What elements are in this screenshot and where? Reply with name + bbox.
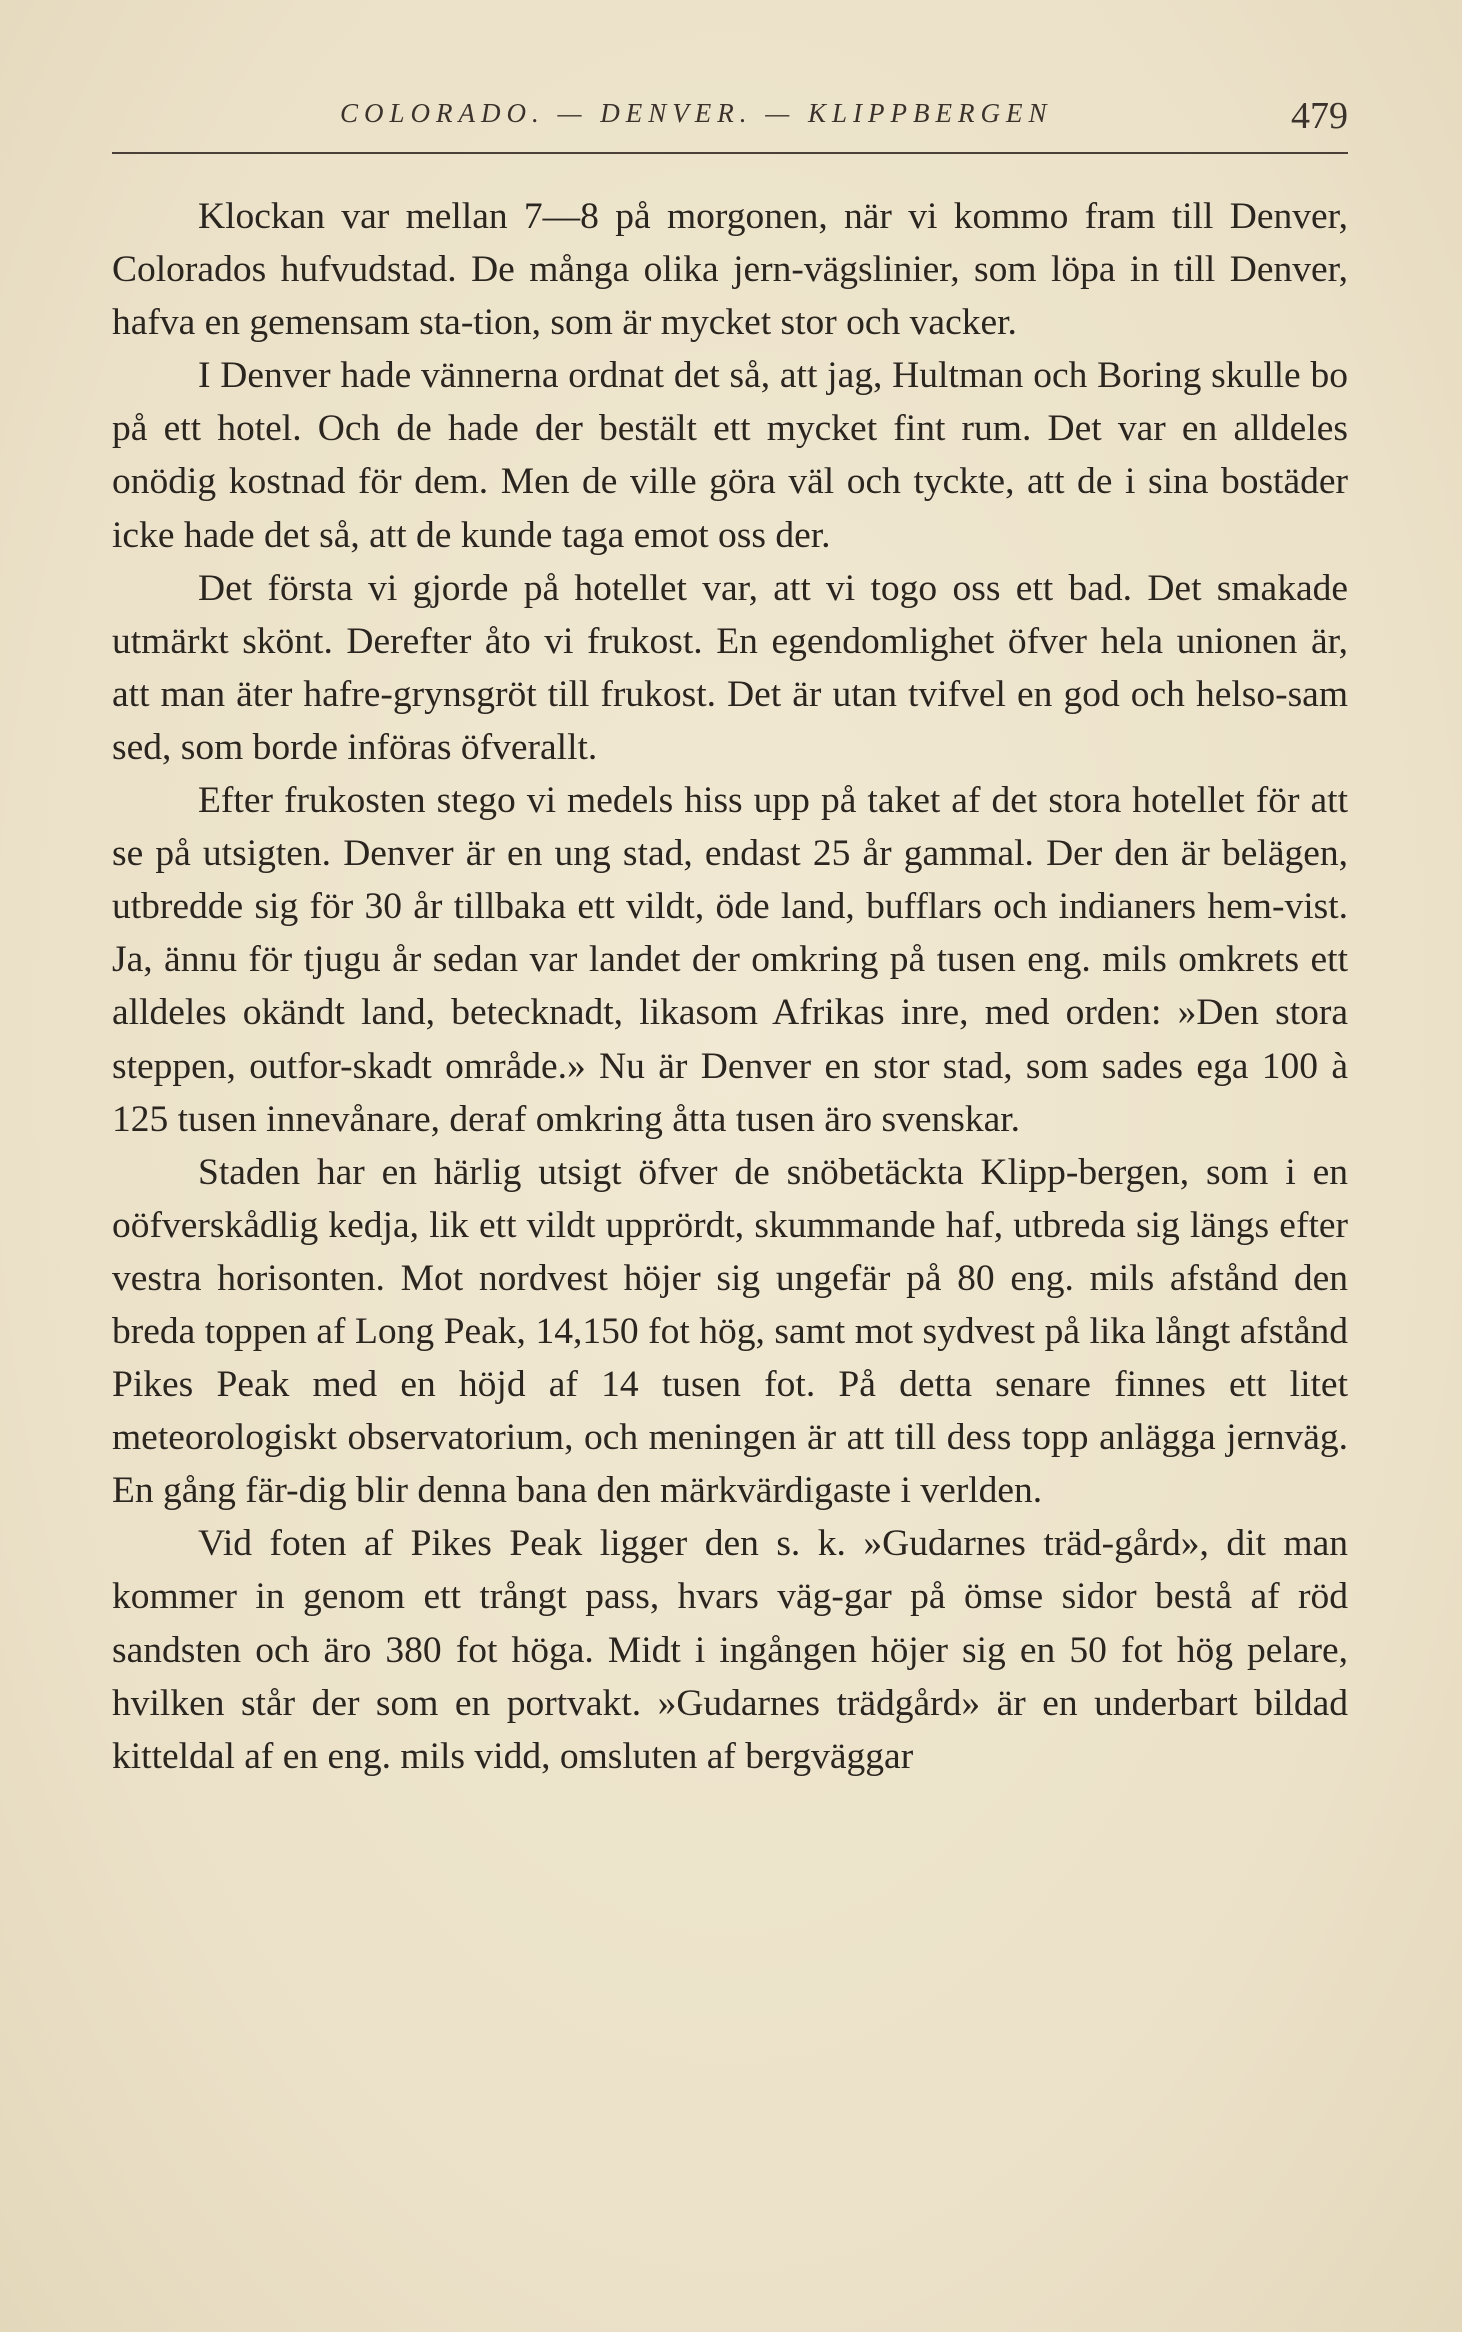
header-rule bbox=[112, 152, 1348, 154]
paragraph: Efter frukosten stego vi medels hiss upp på taket af det stora hotellet för att se på utsigten. Denver är en ung stad, endast 25 år gammal. Der den är belägen, utbredde sig för 30 år tillbaka ett vildt, öde land, bufflars och indianers hem-vist. Ja, ännu för tjugu år sedan var landet der omkring på tusen eng. mils omkrets ett alldeles okändt land, betecknadt, likasom Afrikas inre, med orden: »Den stora steppen, outfor-skadt område.» Nu är Denver en stor stad, som sades ega 100 à 125 tusen innevånare, deraf omkring åtta tusen äro svenskar. bbox=[112, 780, 1348, 1140]
page-number: 479 bbox=[1291, 95, 1348, 137]
paragraph: I Denver hade vännerna ordnat det så, att jag, Hultman och Boring skulle bo på ett hotel. Och de hade der bestält ett mycket fint rum. Det var en alldeles onödig kostnad för dem. Men de ville göra väl och tyckte, att de i sina bostäder icke hade det så, att de kunde taga emot oss der. bbox=[112, 355, 1348, 556]
paragraph: Det första vi gjorde på hotellet var, att vi togo oss ett bad. Det smakade utmärkt skönt. Derefter åto vi frukost. En egendomlighet öfver hela unionen är, att man äter hafre-grynsgröt till frukost. Det är utan tvifvel en god och helso-sam sed, som borde införas öfverallt. bbox=[112, 567, 1348, 768]
running-head: COLORADO. — DENVER. — KLIPPBERGEN bbox=[340, 98, 1053, 128]
page-header bbox=[112, 88, 1348, 148]
paragraph: Vid foten af Pikes Peak ligger den s. k. »Gudarnes träd-gård», dit man kommer in genom ett trångt pass, hvars väg-gar på ömse sidor bestå af röd sandsten och äro 380 fot höga. Midt i ingången höjer sig en 50 fot hög pelare, hvilken står der som en portvakt. »Gudarnes trädgård» är en underbart bildad kitteldal af en eng. mils vidd, omsluten af bergväggar bbox=[112, 1523, 1348, 1777]
paragraph: Klockan var mellan 7—8 på morgonen, när vi kommo fram till Denver, Colorados hufvudstad. De många olika jern-vägslinier, som löpa in till Denver, hafva en gemensam sta-tion, som är mycket stor och vacker. bbox=[112, 196, 1348, 344]
body-text bbox=[112, 190, 1348, 1783]
paragraph: Staden har en härlig utsigt öfver de snöbetäckta Klipp-bergen, som i en oöfverskådlig kedja, lik ett vildt upprördt, skummande haf, utbreda sig längs efter vestra horisonten. Mot nordvest höjer sig ungefär på 80 eng. mils afstånd den breda toppen af Long Peak, 14,150 fot hög, samt mot sydvest på lika långt afstånd Pikes Peak med en höjd af 14 tusen fot. På detta senare finnes ett litet meteorologiskt observatorium, och meningen är att till dess topp anlägga jernväg. En gång fär-dig blir denna bana den märkvärdigaste i verlden. bbox=[112, 1151, 1348, 1512]
